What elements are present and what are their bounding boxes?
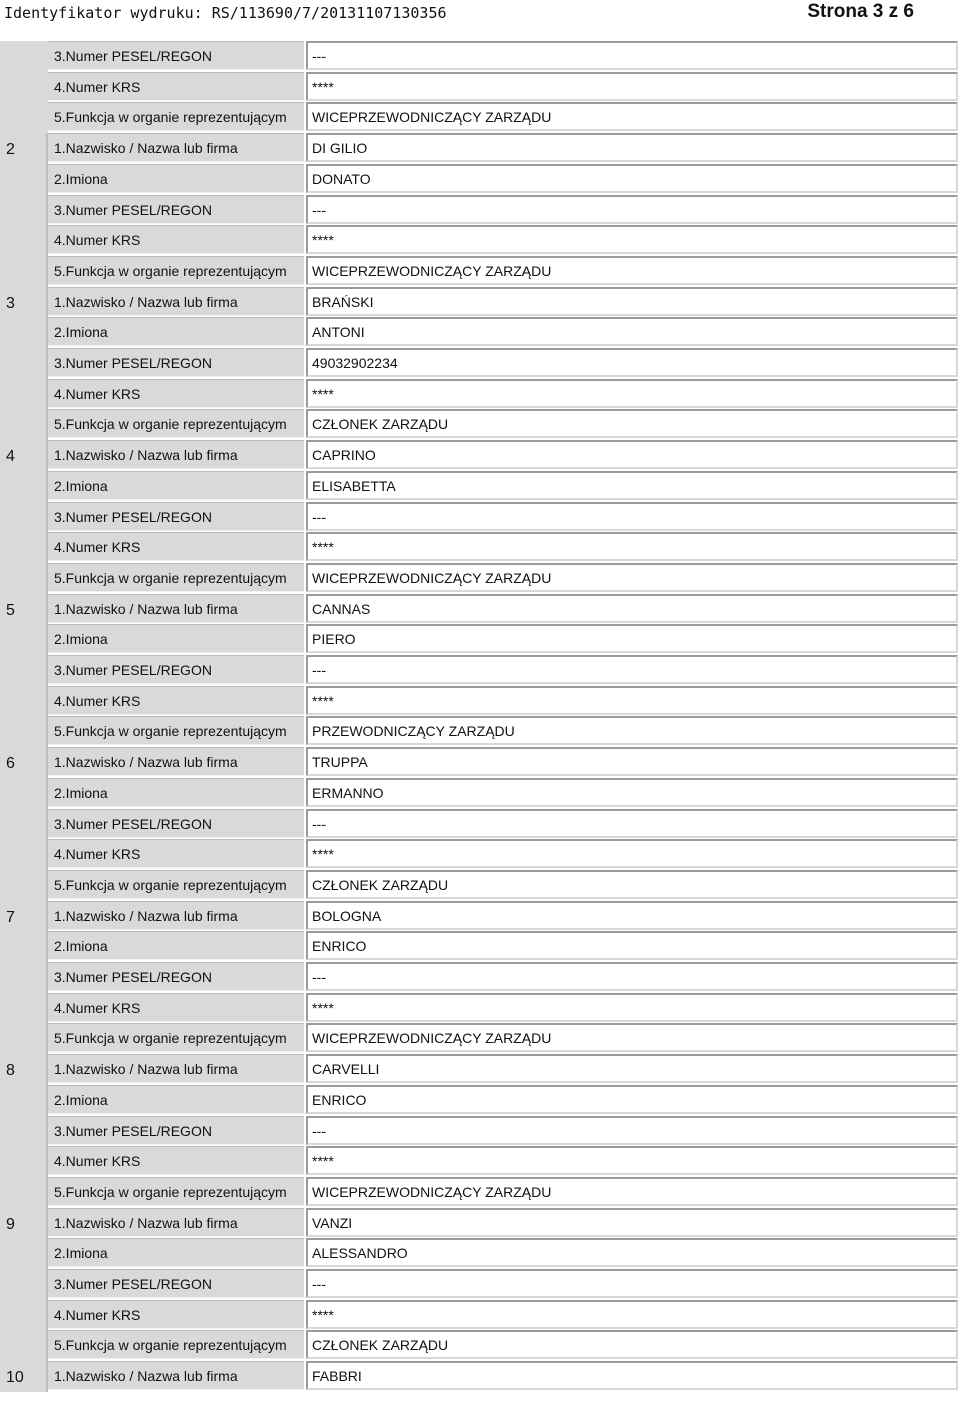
entry-pesel-value: --- (312, 662, 326, 678)
entry-krs-label-cell (48, 993, 304, 1022)
entry-surname-value-cell (306, 133, 958, 162)
carryover-function-label-cell (48, 102, 304, 131)
entry-names-row (48, 471, 958, 502)
entry-names-label: 2.Imiona (54, 784, 108, 801)
entry-krs-value: **** (312, 692, 334, 709)
entry-pesel-value-cell (306, 1269, 958, 1298)
entry-surname-label-cell (48, 1054, 304, 1083)
entry-pesel-row (48, 502, 958, 533)
entry-function-row (48, 716, 958, 747)
entry-function-value-cell (306, 1177, 958, 1206)
entry-names-label: 2.Imiona (54, 324, 108, 341)
entry-function-value-cell (306, 870, 958, 899)
entry-names-label-cell (48, 1238, 304, 1267)
entry-surname-value: CANNAS (312, 600, 371, 617)
entry-krs-row (48, 379, 958, 410)
entry-pesel-value-cell (306, 348, 958, 377)
entry-pesel-row (48, 1116, 958, 1147)
entry-pesel-row (48, 962, 958, 993)
entry-pesel-value-cell (306, 502, 958, 531)
entry-krs-label: 4.Numer KRS (54, 539, 141, 556)
carryover-krs-value: **** (312, 78, 334, 95)
entry-function-label-cell (48, 1023, 304, 1052)
entry-surname-value: CARVELLI (312, 1061, 380, 1078)
entry-names-label: 2.Imiona (54, 1245, 108, 1262)
entry-function-label-cell (48, 1177, 304, 1206)
entry-pesel-label-cell (48, 809, 304, 838)
entry-krs-row (48, 532, 958, 563)
entry-surname-label: 1.Nazwisko / Nazwa lub firma (54, 140, 238, 157)
entry-names-row (48, 1238, 958, 1269)
entry-krs-label: 4.Numer KRS (54, 232, 141, 249)
entry-krs-value-cell (306, 1146, 958, 1175)
carryover-pesel-label-cell (48, 41, 304, 70)
entry-pesel-row (48, 809, 958, 840)
entry-surname-label-cell (48, 594, 304, 623)
entry-pesel-row (48, 195, 958, 226)
entry-names-value-cell (306, 471, 958, 500)
entry-function-value-cell (306, 256, 958, 285)
entry-function-label-cell (48, 716, 304, 745)
entry-surname-row (48, 1208, 958, 1239)
entry-surname-row (48, 287, 958, 318)
entry-names-row (48, 1085, 958, 1116)
entry-surname-value: VANZI (312, 1214, 353, 1231)
entry-names-row (48, 624, 958, 655)
entry-surname-row (48, 747, 958, 778)
entry-surname-label-cell (48, 287, 304, 316)
entry-function-value: WICEPRZEWODNICZĄCY ZARZĄDU (312, 569, 552, 586)
entry-krs-label-cell (48, 686, 304, 715)
entry-krs-value-cell (306, 1300, 958, 1329)
entry-krs-row (48, 1146, 958, 1177)
entry-names-label: 2.Imiona (54, 1091, 108, 1108)
entry-pesel-label: 3.Numer PESEL/REGON (54, 508, 212, 525)
entry-function-value: WICEPRZEWODNICZĄCY ZARZĄDU (312, 1030, 552, 1047)
entry-function-value-cell (306, 563, 958, 592)
entry-pesel-value: --- (312, 201, 326, 218)
entry-function-row (48, 870, 958, 901)
entry-function-label: 5.Funkcja w organie reprezentującym (54, 1030, 287, 1047)
entry-surname-row (48, 133, 958, 164)
entry-pesel-value-cell (306, 809, 958, 838)
entry-function-row (48, 1330, 958, 1361)
entry-krs-label: 4.Numer KRS (54, 999, 141, 1016)
entry-number: 8 (6, 1062, 15, 1080)
entry-krs-value: **** (312, 999, 334, 1016)
entry-surname-value: FABBRI (312, 1368, 362, 1385)
entry-pesel-label: 3.Numer PESEL/REGON (54, 662, 212, 678)
carryover-pesel-label: 3.Numer PESEL/REGON (54, 48, 212, 64)
entry-function-label: 5.Funkcja w organie reprezentującym (54, 569, 287, 586)
entry-surname-value: DI GILIO (312, 140, 368, 157)
entry-pesel-value: --- (312, 969, 326, 985)
entry-pesel-label-cell (48, 1269, 304, 1298)
entry-names-row (48, 931, 958, 962)
entry-surname-label-cell (48, 1361, 304, 1390)
entry-gutter (0, 747, 48, 901)
entry-krs-label-cell (48, 839, 304, 868)
entry-surname-value-cell (306, 901, 958, 930)
entry-krs-label-cell (48, 379, 304, 408)
entry-pesel-value: --- (312, 1276, 326, 1292)
entry-surname-value-cell (306, 594, 958, 623)
entry-surname-row (48, 440, 958, 471)
carryover-pesel-row (48, 41, 958, 72)
entry-function-label: 5.Funkcja w organie reprezentującym (54, 1337, 287, 1354)
entry-names-value-cell (306, 778, 958, 807)
entry-krs-label: 4.Numer KRS (54, 1306, 141, 1323)
entry-krs-label: 4.Numer KRS (54, 846, 141, 863)
entry-function-label-cell (48, 563, 304, 592)
entry-function-value: PRZEWODNICZĄCY ZARZĄDU (312, 723, 515, 740)
entry-names-label-cell (48, 317, 304, 346)
entry-pesel-label: 3.Numer PESEL/REGON (54, 355, 212, 371)
entry-gutter (0, 1054, 48, 1208)
entry-names-value: ANTONI (312, 324, 365, 341)
entry-pesel-value: --- (312, 815, 326, 832)
entry-gutter (0, 440, 48, 594)
entry-krs-value: **** (312, 1153, 334, 1170)
entry-surname-value: BOLOGNA (312, 907, 382, 924)
entry-number: 2 (6, 141, 15, 159)
entry-names-value: DONATO (312, 170, 371, 187)
entry-krs-value-cell (306, 686, 958, 715)
entry-krs-row (48, 1300, 958, 1331)
entry-function-label-cell (48, 870, 304, 899)
entry-surname-value: CAPRINO (312, 447, 376, 464)
entry-pesel-value-cell (306, 655, 958, 684)
entry-names-value: ENRICO (312, 938, 367, 955)
entry-krs-value-cell (306, 225, 958, 254)
carryover-pesel-value: --- (312, 48, 326, 64)
carryover-krs-value-cell (306, 72, 958, 101)
page-indicator: Strona 3 z 6 (807, 1, 914, 22)
entry-surname-label: 1.Nazwisko / Nazwa lub firma (54, 907, 238, 924)
entry-krs-row (48, 225, 958, 256)
entry-function-value-cell (306, 1023, 958, 1052)
entry-function-label-cell (48, 1330, 304, 1359)
entry-krs-label: 4.Numer KRS (54, 1153, 141, 1170)
entry-function-row (48, 1177, 958, 1208)
entry-names-label-cell (48, 471, 304, 500)
entry-pesel-label-cell (48, 348, 304, 377)
entry-krs-label-cell (48, 1146, 304, 1175)
entry-krs-row (48, 686, 958, 717)
entry-number: 3 (6, 294, 15, 312)
entry-names-value: ENRICO (312, 1091, 367, 1108)
entry-krs-value-cell (306, 993, 958, 1022)
entry-number: 10 (6, 1369, 24, 1387)
entry-pesel-label-cell (48, 655, 304, 684)
entry-surname-row (48, 901, 958, 932)
entry-pesel-label: 3.Numer PESEL/REGON (54, 1276, 212, 1292)
entry-krs-value: **** (312, 539, 334, 556)
entry-surname-row (48, 1361, 958, 1392)
entry-names-value: ALESSANDRO (312, 1245, 408, 1262)
entry-names-label-cell (48, 624, 304, 653)
entry-surname-label: 1.Nazwisko / Nazwa lub firma (54, 600, 238, 617)
entry-names-value-cell (306, 1085, 958, 1114)
entry-pesel-value-cell (306, 1116, 958, 1145)
entry-names-value-cell (306, 931, 958, 960)
entry-surname-label-cell (48, 1208, 304, 1237)
entry-function-value: CZŁONEK ZARZĄDU (312, 876, 449, 893)
entry-krs-row (48, 993, 958, 1024)
carryover-krs-label: 4.Numer KRS (54, 78, 141, 95)
carryover-function-value: WICEPRZEWODNICZĄCY ZARZĄDU (312, 109, 552, 126)
entry-pesel-row (48, 348, 958, 379)
entry-function-row (48, 1023, 958, 1054)
entry-pesel-row (48, 655, 958, 686)
carryover-pesel-value-cell (306, 41, 958, 70)
entry-number: 9 (6, 1215, 15, 1233)
entry-pesel-value-cell (306, 962, 958, 991)
entry-function-value-cell (306, 1330, 958, 1359)
entry-surname-value: BRAŃSKI (312, 293, 374, 310)
entry-surname-value-cell (306, 1208, 958, 1237)
entry-names-label: 2.Imiona (54, 938, 108, 955)
entry-pesel-label-cell (48, 195, 304, 224)
entry-number: 5 (6, 601, 15, 619)
entry-function-value: WICEPRZEWODNICZĄCY ZARZĄDU (312, 262, 552, 279)
entry-pesel-label-cell (48, 962, 304, 991)
entry-surname-value-cell (306, 440, 958, 469)
entry-pesel-label-cell (48, 502, 304, 531)
entry-surname-value-cell (306, 287, 958, 316)
entry-krs-value: **** (312, 846, 334, 863)
entry-function-value: CZŁONEK ZARZĄDU (312, 416, 449, 433)
entry-gutter (0, 901, 48, 1055)
entry-surname-label-cell (48, 747, 304, 776)
carryover-function-label: 5.Funkcja w organie reprezentującym (54, 109, 287, 126)
entry-surname-value-cell (306, 1054, 958, 1083)
entry-names-value-cell (306, 1238, 958, 1267)
entry-krs-label-cell (48, 225, 304, 254)
entry-function-row (48, 409, 958, 440)
entry-number: 4 (6, 448, 15, 466)
carryover-function-row (48, 102, 958, 133)
entry-names-value: PIERO (312, 631, 356, 648)
carryover-function-value-cell (306, 102, 958, 131)
entry-gutter (0, 133, 48, 287)
entry-pesel-label: 3.Numer PESEL/REGON (54, 201, 212, 218)
entry-names-value-cell (306, 624, 958, 653)
entry-krs-row (48, 839, 958, 870)
entry-pesel-value: --- (312, 508, 326, 525)
entry-surname-row (48, 1054, 958, 1085)
entry-krs-value-cell (306, 532, 958, 561)
entry-pesel-value: --- (312, 1122, 326, 1139)
entry-pesel-value: 49032902234 (312, 355, 398, 371)
entry-pesel-label: 3.Numer PESEL/REGON (54, 815, 212, 832)
entry-pesel-row (48, 1269, 958, 1300)
entry-function-label: 5.Funkcja w organie reprezentującym (54, 416, 287, 433)
entry-function-label: 5.Funkcja w organie reprezentującym (54, 876, 287, 893)
entry-number: 7 (6, 908, 15, 926)
entry-surname-label: 1.Nazwisko / Nazwa lub firma (54, 1214, 238, 1231)
entry-pesel-label: 3.Numer PESEL/REGON (54, 1122, 212, 1139)
entry-krs-label-cell (48, 1300, 304, 1329)
entry-names-label: 2.Imiona (54, 170, 108, 187)
entry-gutter (0, 1361, 48, 1392)
entry-krs-label-cell (48, 532, 304, 561)
entry-number: 6 (6, 755, 15, 773)
entry-names-label-cell (48, 931, 304, 960)
entry-surname-row (48, 594, 958, 625)
entry-function-value-cell (306, 716, 958, 745)
entry-surname-label: 1.Nazwisko / Nazwa lub firma (54, 754, 238, 771)
entry-surname-label-cell (48, 133, 304, 162)
entry-surname-label: 1.Nazwisko / Nazwa lub firma (54, 1368, 238, 1385)
entry-krs-value: **** (312, 232, 334, 249)
entry-surname-label-cell (48, 440, 304, 469)
entry-pesel-label: 3.Numer PESEL/REGON (54, 969, 212, 985)
entry-names-row (48, 778, 958, 809)
entry-surname-value: TRUPPA (312, 754, 368, 771)
entry-function-label-cell (48, 256, 304, 285)
print-identifier: Identyfikator wydruku: RS/113690/7/20131107130356 (4, 4, 447, 22)
entry-surname-label-cell (48, 901, 304, 930)
entry-function-value: WICEPRZEWODNICZĄCY ZARZĄDU (312, 1183, 552, 1200)
entry-krs-label: 4.Numer KRS (54, 385, 141, 402)
entry-names-label-cell (48, 1085, 304, 1114)
entry-surname-label: 1.Nazwisko / Nazwa lub firma (54, 447, 238, 464)
entry-names-row (48, 317, 958, 348)
entry-surname-value-cell (306, 747, 958, 776)
entry-function-value-cell (306, 409, 958, 438)
entry-names-label-cell (48, 164, 304, 193)
entry-function-label-cell (48, 409, 304, 438)
entry-names-row (48, 164, 958, 195)
entry-surname-label: 1.Nazwisko / Nazwa lub firma (54, 293, 238, 310)
entry-names-label-cell (48, 778, 304, 807)
entry-krs-value-cell (306, 379, 958, 408)
entry-krs-label: 4.Numer KRS (54, 692, 141, 709)
entry-gutter-carryover (0, 41, 48, 133)
carryover-krs-row (48, 72, 958, 103)
entry-names-value-cell (306, 164, 958, 193)
entry-pesel-label-cell (48, 1116, 304, 1145)
entry-function-label: 5.Funkcja w organie reprezentującym (54, 1183, 287, 1200)
entry-pesel-value-cell (306, 195, 958, 224)
entry-surname-value-cell (306, 1361, 958, 1390)
entry-krs-value: **** (312, 1306, 334, 1323)
entry-function-label: 5.Funkcja w organie reprezentującym (54, 723, 287, 740)
entry-names-value-cell (306, 317, 958, 346)
entry-krs-value: **** (312, 385, 334, 402)
entry-gutter (0, 1208, 48, 1362)
entry-names-value: ERMANNO (312, 784, 384, 801)
entry-names-value: ELISABETTA (312, 477, 396, 494)
entry-krs-value-cell (306, 839, 958, 868)
entry-surname-label: 1.Nazwisko / Nazwa lub firma (54, 1061, 238, 1078)
entry-names-label: 2.Imiona (54, 631, 108, 648)
carryover-krs-label-cell (48, 72, 304, 101)
entry-gutter (0, 287, 48, 441)
entry-function-label: 5.Funkcja w organie reprezentującym (54, 262, 287, 279)
entry-names-label: 2.Imiona (54, 477, 108, 494)
entry-function-row (48, 563, 958, 594)
entry-gutter (0, 594, 48, 748)
entry-function-value: CZŁONEK ZARZĄDU (312, 1337, 449, 1354)
entry-function-row (48, 256, 958, 287)
